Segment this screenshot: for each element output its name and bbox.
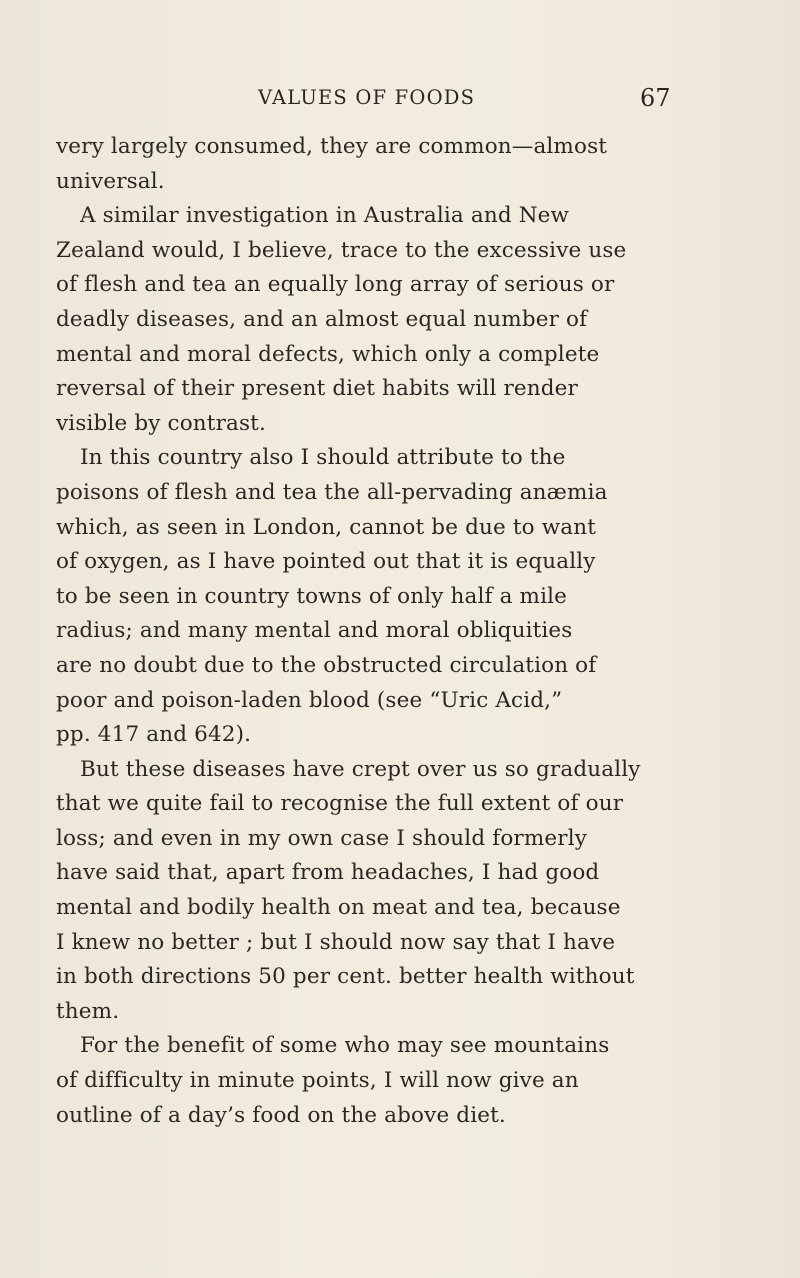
text-line: deadly diseases, and an almost equal number of [56,306,588,332]
text-line: radius; and many mental and moral obliquities [56,618,573,644]
text-line: of flesh and tea an equally long array of serious or [56,272,615,298]
text-line: reversal of their present diet habits will render [56,376,578,402]
body-text [56,130,791,1133]
running-title: VALUES OF FOODS [258,86,476,109]
text-line: to be seen in country towns of only half a mile [56,583,568,609]
text-line: visible by contrast. [56,410,266,436]
text-line: A similar investigation in Australia and New [80,203,570,229]
text-line: have said that, apart from headaches, I had good [56,860,600,886]
text-line: poisons of flesh and tea the all-pervading anæmia [56,479,608,505]
text-line: pp. 417 and 642). [56,722,252,748]
running-head [0,80,800,116]
text-line: are no doubt due to the obstructed circulation of [56,652,597,678]
text-line: in both directions 50 per cent. better health without [56,964,635,990]
text-line: poor and poison-laden blood (see “Uric Acid,” [56,687,563,713]
text-line: loss; and even in my own case I should formerly [56,825,588,851]
text-line: In this country also I should attribute to the [80,445,566,471]
text-line: But these diseases have crept over us so gradually [80,756,641,782]
text-line: of oxygen, as I have pointed out that it is equally [56,549,596,575]
text-line: I knew no better ; but I should now say that I have [56,929,616,955]
text-line: mental and moral defects, which only a complete [56,341,600,367]
text-line: Zealand would, I believe, trace to the excessive use [56,237,627,263]
text-line: that we quite fail to recognise the full extent of our [56,791,624,817]
text-line: mental and bodily health on meat and tea, because [56,895,621,921]
text-line: very largely consumed, they are common—almost [56,134,608,159]
text-line: universal. [56,168,165,194]
text-line: them. [56,998,120,1024]
text-line: For the benefit of some who may see mountains [80,1033,610,1059]
text-line: of difficulty in minute points, I will now give an [56,1068,579,1094]
text-line: outline of a day’s food on the above diet. [56,1102,506,1128]
text-line: which, as seen in London, cannot be due to want [56,514,597,540]
page-number: 67 [640,84,671,112]
